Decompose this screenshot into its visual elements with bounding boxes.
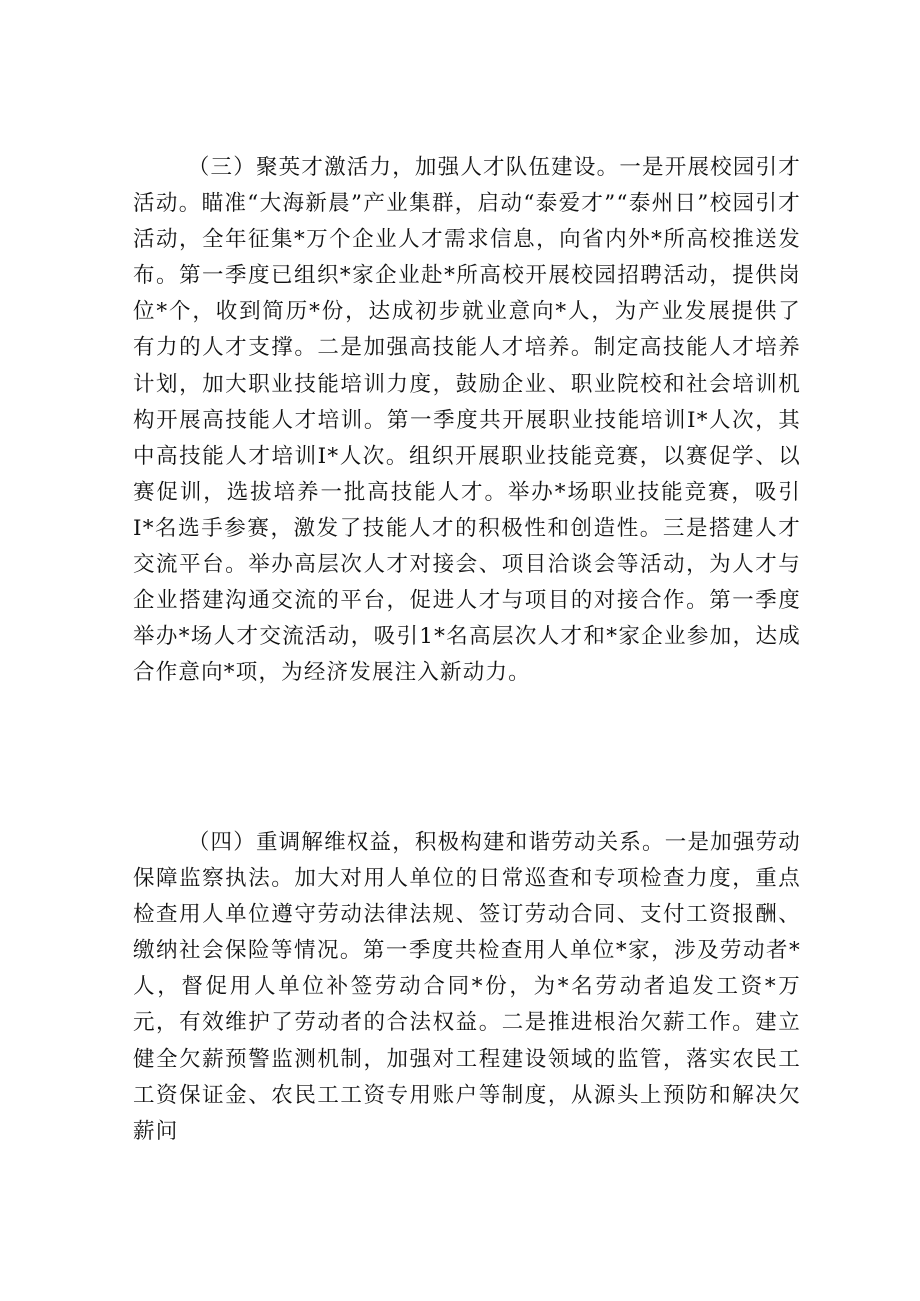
paragraph-section-4 [133,825,801,1150]
paragraph-text: （三）聚英才激活力，加强人才队伍建设。一是开展校园引才活动。瞄准“大海新晨”产业集群，启动“泰爱才”“泰州日”校园引才活动，全年征集*万个企业人才需求信息，向省内外*所高校推送发布。第一季度已组织*家企业赴*所高校开展校园招聘活动，提供岗位*个，收到简历*份，达成初步就业意向*人，为产业发展提供了有力的人才支撑。二是加强高技能人才培养。制定高技能人才培养计划，加大职业技能培训力度，鼓励企业、职业院校和社会培训机构开展高技能人才培训。第一季度共开展职业技能培训I*人次，其中高技能人才培训I*人次。组织开展职业技能竞赛，以赛促学、以赛促训，选拔培养一批高技能人才。举办*场职业技能竞赛，吸引I*名选手参赛，激发了技能人才的积极性和创造性。三是搭建人才交流平台。举办高层次人才对接会、项目洽谈会等活动，为人才与企业搭建沟通交流的平台，促进人才与项目的对接合作。第一季度举办*场人才交流活动，吸引1*名高层次人才和*家企业参加，达成合作意向*项，为经济发展注入新动力。 [133,155,801,686]
paragraph-text: （四）重调解维权益，积极构建和谐劳动关系。一是加强劳动保障监察执法。加大对用人单位的日常巡查和专项检查力度，重点检查用人单位遵守劳动法律法规、签订劳动合同、支付工资报酬、缴纳社会保险等情况。第一季度共检查用人单位*家，涉及劳动者*人，督促用人单位补签劳动合同*份，为*名劳动者追发工资*万元，有效维护了劳动者的合法权益。二是推进根治欠薪工作。建立健全欠薪预警监测机制，加强对工程建设领域的监管，落实农民工工资保证金、农民工工资专用账户等制度，从源头上预防和解决欠薪问 [133,830,801,1144]
paragraph-section-3 [133,150,801,691]
